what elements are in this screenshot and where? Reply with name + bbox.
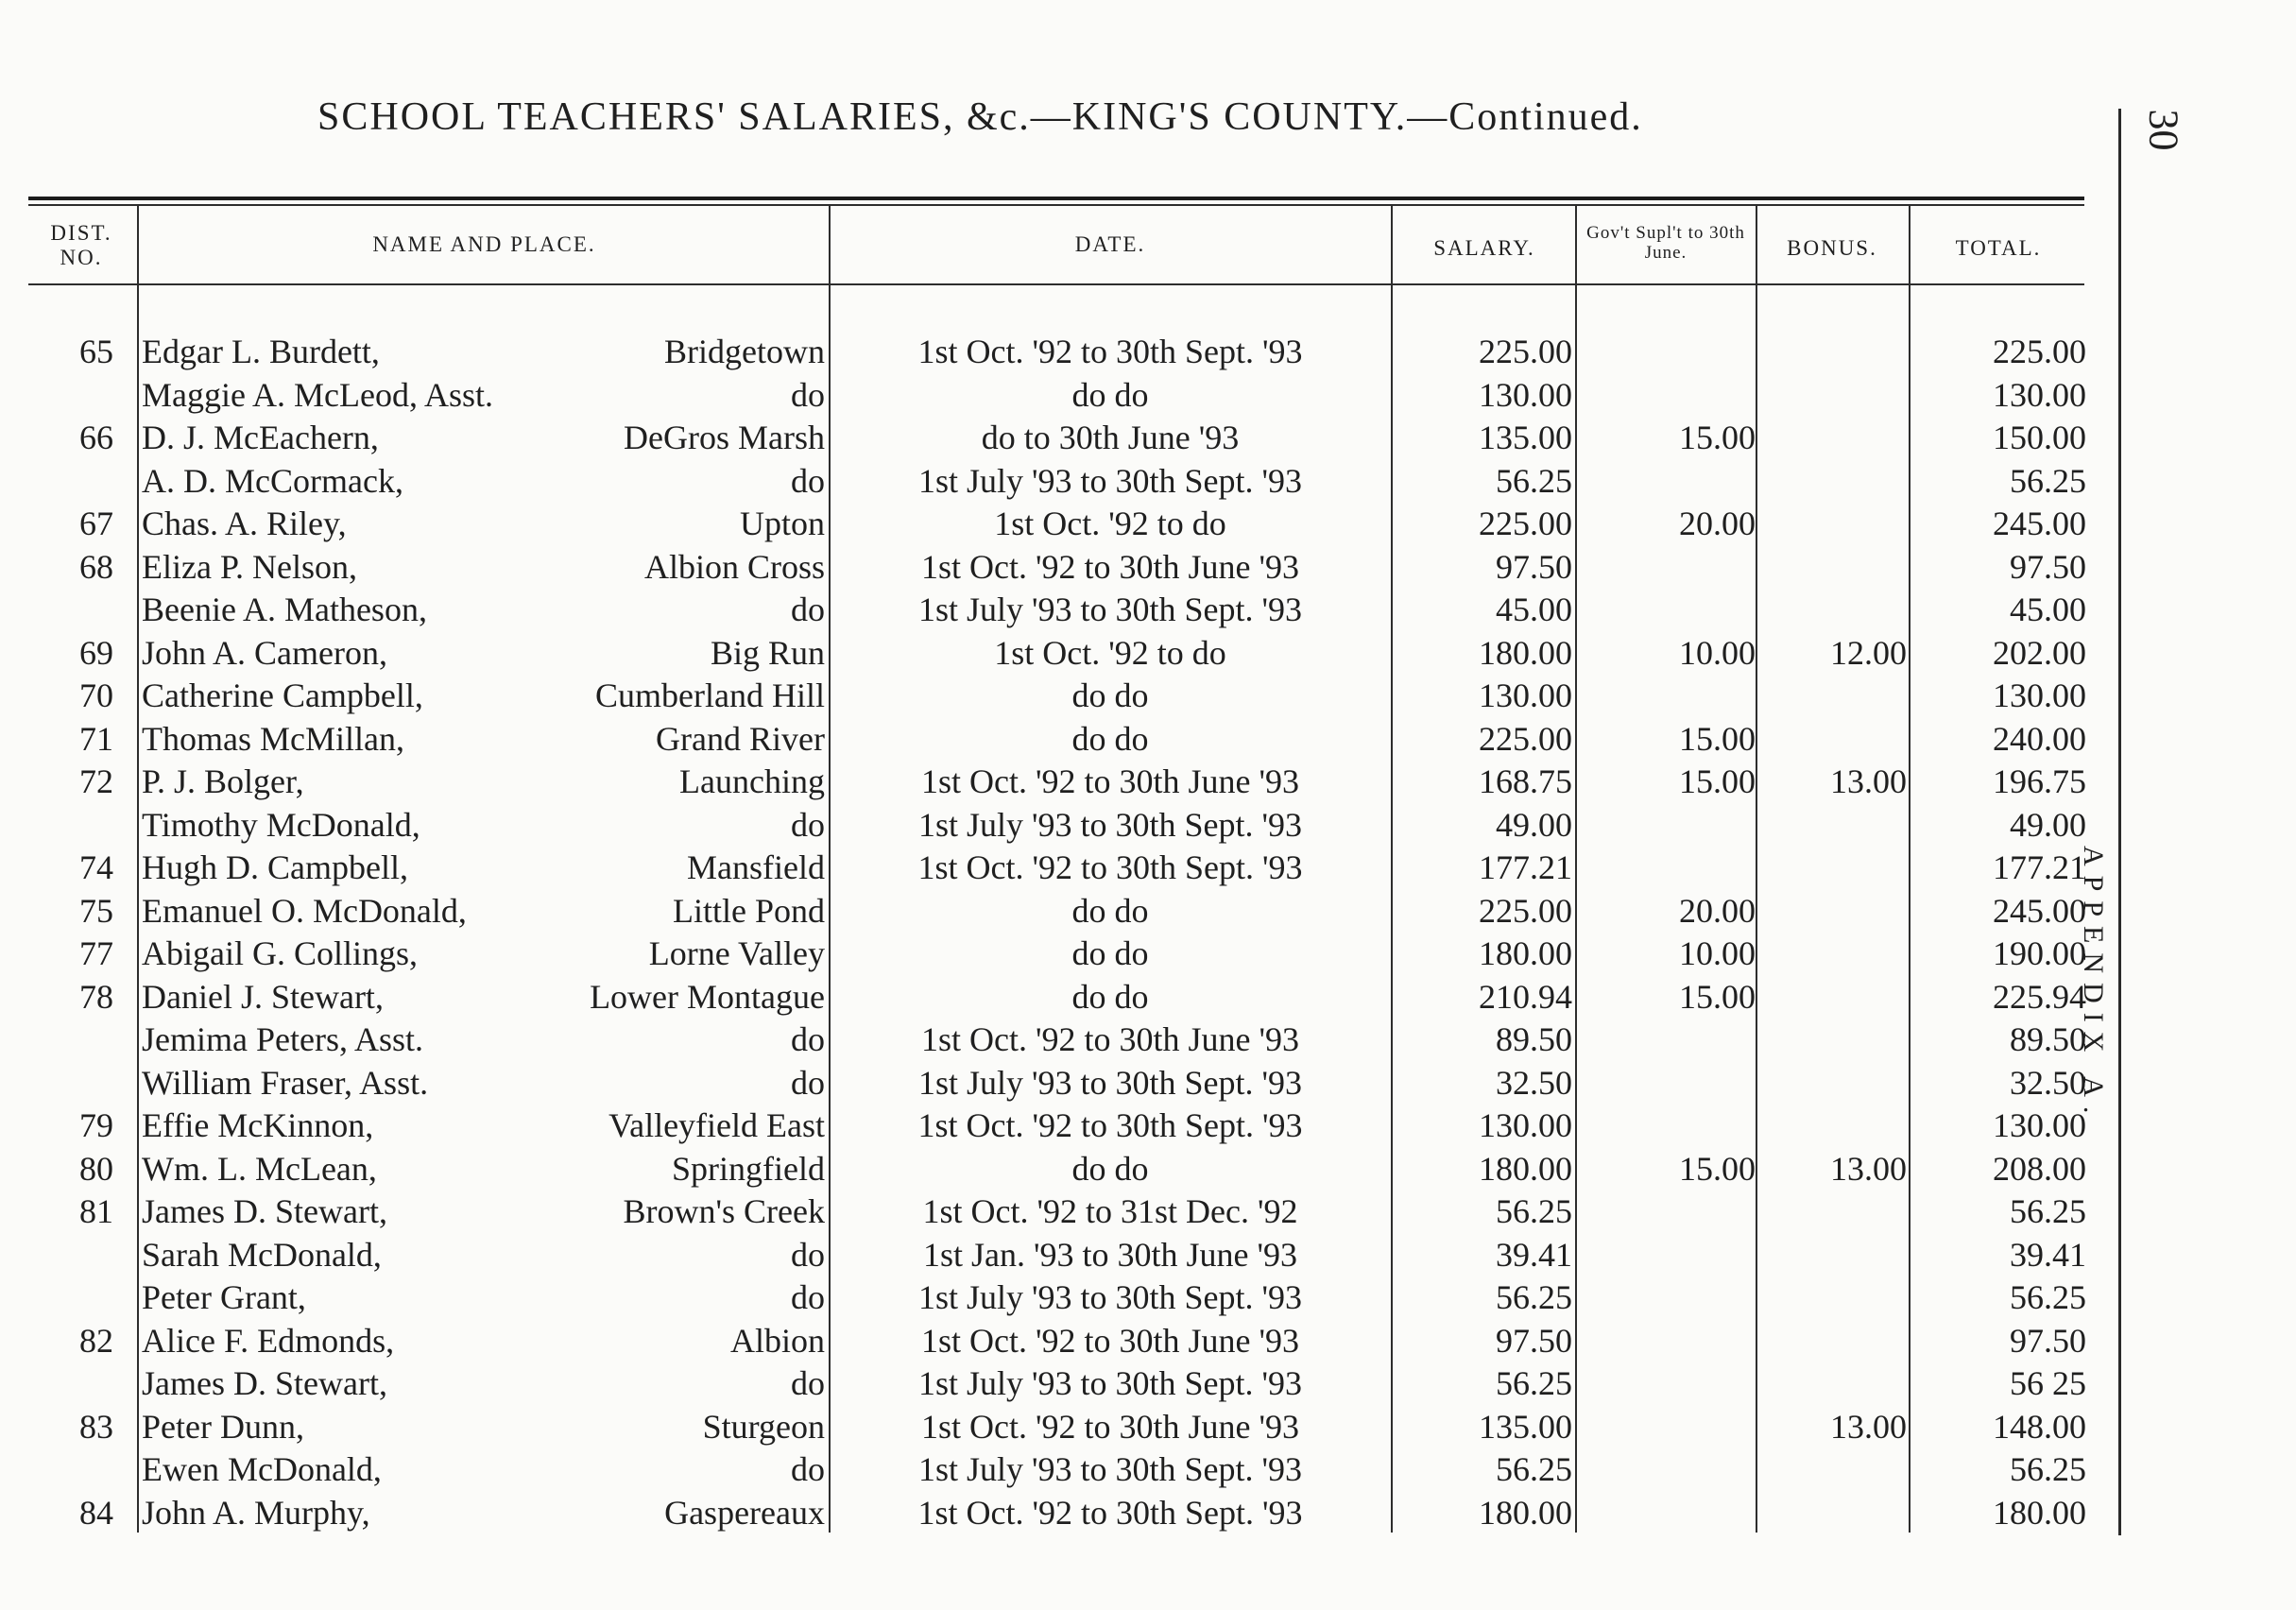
teacher-name: A. D. McCormack,: [142, 461, 403, 500]
gov-supplement: 15.00: [1679, 719, 1756, 758]
date-range: 1st Oct. '92 to 30th Sept. '93: [917, 1493, 1303, 1532]
district-number: 83: [79, 1407, 113, 1446]
teacher-name: Catherine Campbell,: [142, 677, 423, 714]
district-number: 78: [79, 977, 113, 1016]
table-row: [0, 1148, 2296, 1190]
teacher-name: John A. Cameron,: [142, 633, 387, 672]
teacher-name: Thomas McMillan,: [142, 719, 404, 758]
date-range: 1st July '93 to 30th Sept. '93: [917, 1450, 1302, 1488]
total-amount: 32.50: [2010, 1063, 2086, 1102]
header-date: DATE.: [1074, 232, 1146, 256]
teacher-name: Maggie A. McLeod, Asst.: [142, 375, 493, 414]
teacher-name: Timothy McDonald,: [142, 805, 420, 844]
total-amount: 56 25: [2010, 1364, 2086, 1402]
header-bonus: BONUS.: [1787, 236, 1877, 260]
date-range: do do: [1071, 977, 1149, 1016]
teacher-name: D. J. McEachern,: [142, 419, 379, 456]
date-range: 1st July '93 to 30th Sept. '93: [917, 461, 1302, 500]
total-amount: 196.75: [1993, 762, 2086, 800]
table-row: [0, 890, 2296, 933]
table-row: [0, 417, 2296, 459]
salary-amount: 97.50: [1496, 1321, 1572, 1360]
table-row: [0, 589, 2296, 631]
gov-supplement: 10.00: [1679, 934, 1756, 972]
table-row: [0, 546, 2296, 589]
teacher-name: Alice F. Edmonds,: [142, 1321, 395, 1360]
total-amount: 180.00: [1993, 1493, 2086, 1532]
salary-amount: 135.00: [1479, 419, 1572, 456]
place-name: do: [791, 1364, 825, 1402]
date-range: 1st Oct. '92 to 30th Sept. '93: [917, 333, 1303, 370]
salary-amount: 180.00: [1479, 934, 1572, 972]
table-row: [0, 976, 2296, 1019]
place-name: Upton: [740, 505, 825, 542]
header-total: TOTAL.: [1955, 236, 2042, 260]
date-range: 1st Oct. '92 to 30th Sept. '93: [917, 848, 1303, 886]
salary-amount: 225.00: [1479, 891, 1572, 930]
district-number: 84: [79, 1493, 113, 1532]
teacher-name: Abigail G. Collings,: [142, 934, 419, 972]
total-amount: 150.00: [1993, 419, 2086, 456]
date-range: 1st July '93 to 30th Sept. '93: [917, 805, 1302, 844]
salary-amount: 180.00: [1479, 633, 1572, 672]
date-range: 1st Oct. '92 to 30th June '93: [921, 1020, 1299, 1058]
date-range: 1st Oct. '92 to do: [994, 633, 1226, 672]
teacher-name: James D. Stewart,: [142, 1192, 387, 1230]
salary-amount: 225.00: [1479, 719, 1572, 758]
table-row: [0, 460, 2296, 503]
teacher-name: Emanuel O. McDonald,: [142, 891, 467, 930]
date-range: do do: [1071, 891, 1149, 930]
teacher-name: Peter Grant,: [142, 1278, 306, 1316]
place-name: do: [791, 461, 825, 500]
teacher-name: Peter Dunn,: [142, 1407, 304, 1446]
salary-amount: 180.00: [1479, 1493, 1572, 1532]
place-name: Springfield: [672, 1149, 825, 1188]
table-row: [0, 632, 2296, 675]
salary-amount: 130.00: [1479, 677, 1572, 714]
header-top-rule: [28, 197, 2084, 200]
table-row: [0, 503, 2296, 545]
place-name: Grand River: [656, 719, 825, 758]
bonus-amount: 13.00: [1830, 1407, 1907, 1446]
teacher-name: Edgar L. Burdett,: [142, 333, 380, 370]
bonus-amount: 13.00: [1830, 762, 1907, 800]
teacher-name: Hugh D. Campbell,: [142, 848, 408, 886]
date-range: do do: [1071, 375, 1149, 414]
header-top-rule-thin: [28, 204, 2084, 206]
table-row: [0, 1362, 2296, 1405]
district-number: 66: [79, 419, 113, 456]
gov-supplement: 20.00: [1679, 891, 1756, 930]
table-row: [0, 331, 2296, 373]
table-row: [0, 1234, 2296, 1276]
total-amount: 240.00: [1993, 719, 2086, 758]
total-amount: 148.00: [1993, 1407, 2086, 1446]
teacher-name: Chas. A. Riley,: [142, 505, 347, 542]
salary-amount: 89.50: [1496, 1020, 1572, 1058]
total-amount: 130.00: [1993, 677, 2086, 714]
table-row: [0, 675, 2296, 717]
district-number: 82: [79, 1321, 113, 1360]
place-name: Bridgetown: [664, 333, 825, 370]
gov-supplement: 15.00: [1679, 1149, 1756, 1188]
bonus-amount: 12.00: [1830, 633, 1907, 672]
total-amount: 245.00: [1993, 505, 2086, 542]
table-row: [0, 1019, 2296, 1061]
total-amount: 225.00: [1993, 333, 2086, 370]
gov-supplement: 15.00: [1679, 762, 1756, 800]
salary-amount: 177.21: [1479, 848, 1572, 886]
date-range: 1st Oct. '92 to 30th June '93: [921, 762, 1299, 800]
total-amount: 245.00: [1993, 891, 2086, 930]
table-row: [0, 1190, 2296, 1233]
place-name: do: [791, 1063, 825, 1102]
table-row: [0, 718, 2296, 761]
place-name: do: [791, 591, 825, 628]
table-row: [0, 1276, 2296, 1319]
salary-amount: 32.50: [1496, 1063, 1572, 1102]
total-amount: 89.50: [2010, 1020, 2086, 1058]
salary-amount: 210.94: [1479, 977, 1572, 1016]
salary-amount: 225.00: [1479, 333, 1572, 370]
date-range: 1st Oct. '92 to 31st Dec. '92: [922, 1192, 1298, 1230]
district-number: 77: [79, 934, 113, 972]
place-name: do: [791, 375, 825, 414]
total-amount: 97.50: [2010, 547, 2086, 586]
bonus-amount: 13.00: [1830, 1149, 1907, 1188]
date-range: 1st Jan. '93 to 30th June '93: [923, 1235, 1297, 1274]
salary-amount: 39.41: [1496, 1235, 1572, 1274]
header-bottom-rule: [28, 283, 2084, 285]
place-name: do: [791, 805, 825, 844]
table-row: [0, 933, 2296, 975]
date-range: 1st July '93 to 30th Sept. '93: [917, 1278, 1302, 1316]
table-row: [0, 1406, 2296, 1448]
header-salary: SALARY.: [1433, 236, 1535, 260]
total-amount: 56.25: [2010, 1192, 2086, 1230]
total-amount: 56.25: [2010, 1278, 2086, 1316]
district-number: 75: [79, 891, 113, 930]
place-name: Lorne Valley: [648, 934, 825, 972]
table-row: [0, 1062, 2296, 1105]
table-row: [0, 1492, 2296, 1534]
salary-amount: 168.75: [1479, 762, 1572, 800]
district-number: 81: [79, 1192, 113, 1230]
header-dist-no: DIST. NO.: [50, 221, 112, 269]
salary-amount: 56.25: [1496, 1450, 1572, 1488]
place-name: Valleyfield East: [608, 1106, 825, 1144]
district-number: 70: [79, 677, 113, 714]
salary-amount: 45.00: [1496, 591, 1572, 628]
salary-amount: 49.00: [1496, 805, 1572, 844]
salary-amount: 225.00: [1479, 505, 1572, 542]
place-name: do: [791, 1020, 825, 1058]
date-range: 1st July '93 to 30th Sept. '93: [917, 1364, 1302, 1402]
district-number: 68: [79, 547, 113, 586]
date-range: do do: [1071, 719, 1149, 758]
table-row: [0, 761, 2296, 803]
teacher-name: Eliza P. Nelson,: [142, 547, 357, 586]
gov-supplement: 15.00: [1679, 977, 1756, 1016]
salary-amount: 97.50: [1496, 547, 1572, 586]
salary-amount: 130.00: [1479, 1106, 1572, 1144]
salary-amount: 56.25: [1496, 1364, 1572, 1402]
district-number: 72: [79, 762, 113, 800]
total-amount: 130.00: [1993, 375, 2086, 414]
salary-amount: 135.00: [1479, 1407, 1572, 1446]
teacher-name: Jemima Peters, Asst.: [142, 1020, 423, 1058]
table-row: [0, 1448, 2296, 1491]
place-name: Albion Cross: [643, 547, 825, 586]
place-name: Mansfield: [687, 848, 825, 886]
gov-supplement: 20.00: [1679, 505, 1756, 542]
teacher-name: Effie McKinnon,: [142, 1106, 374, 1144]
page-title: SCHOOL TEACHERS' SALARIES, &c.—KING'S COUNTY.—Continued.: [317, 95, 1643, 139]
date-range: 1st July '93 to 30th Sept. '93: [917, 591, 1302, 628]
place-name: Gaspereaux: [664, 1493, 825, 1532]
teacher-name: Beenie A. Matheson,: [142, 591, 427, 628]
gov-supplement: 10.00: [1679, 633, 1756, 672]
teacher-name: John A. Murphy,: [142, 1493, 370, 1532]
total-amount: 56.25: [2010, 461, 2086, 500]
gov-supplement: 15.00: [1679, 419, 1756, 456]
place-name: Big Run: [710, 633, 825, 672]
district-number: 80: [79, 1149, 113, 1188]
date-range: do do: [1071, 677, 1149, 714]
total-amount: 190.00: [1993, 934, 2086, 972]
table-row: [0, 1320, 2296, 1362]
district-number: 67: [79, 505, 113, 542]
district-number: 79: [79, 1106, 113, 1144]
salary-amount: 56.25: [1496, 1278, 1572, 1316]
place-name: Sturgeon: [702, 1407, 825, 1446]
date-range: 1st Oct. '92 to 30th Sept. '93: [917, 1106, 1303, 1144]
total-amount: 208.00: [1993, 1149, 2086, 1188]
header-name-place: NAME AND PLACE.: [372, 232, 596, 256]
date-range: 1st Oct. '92 to 30th June '93: [921, 547, 1299, 586]
total-amount: 97.50: [2010, 1321, 2086, 1360]
total-amount: 225.94: [1993, 977, 2086, 1016]
page-number: 30: [2140, 109, 2187, 151]
district-number: 69: [79, 633, 113, 672]
place-name: Little Pond: [673, 891, 825, 930]
teacher-name: Wm. L. McLean,: [142, 1149, 377, 1188]
date-range: do to 30th June '93: [981, 419, 1240, 456]
salary-amount: 180.00: [1479, 1149, 1572, 1188]
place-name: do: [791, 1278, 825, 1316]
total-amount: 45.00: [2010, 591, 2086, 628]
table-row: [0, 374, 2296, 417]
total-amount: 202.00: [1993, 633, 2086, 672]
table-row: [0, 847, 2296, 889]
district-number: 65: [79, 333, 113, 370]
place-name: Lower Montague: [590, 977, 825, 1016]
date-range: 1st Oct. '92 to 30th June '93: [921, 1321, 1299, 1360]
total-amount: 49.00: [2010, 805, 2086, 844]
salary-amount: 56.25: [1496, 1192, 1572, 1230]
appendix-label: APPENDIX A.: [2078, 846, 2109, 1123]
teacher-name: William Fraser, Asst.: [142, 1063, 429, 1102]
date-range: 1st Oct. '92 to 30th June '93: [921, 1407, 1299, 1446]
total-amount: 177.21: [1993, 848, 2086, 886]
place-name: Cumberland Hill: [595, 677, 825, 714]
place-name: Brown's Creek: [623, 1192, 825, 1230]
district-number: 74: [79, 848, 113, 886]
place-name: do: [791, 1235, 825, 1274]
date-range: do do: [1071, 934, 1149, 972]
teacher-name: Sarah McDonald,: [142, 1235, 382, 1274]
table-row: [0, 804, 2296, 847]
salary-amount: 56.25: [1496, 461, 1572, 500]
date-range: 1st July '93 to 30th Sept. '93: [917, 1063, 1302, 1102]
place-name: do: [791, 1450, 825, 1488]
teacher-name: P. J. Bolger,: [142, 762, 304, 800]
total-amount: 56.25: [2010, 1450, 2086, 1488]
teacher-name: Ewen McDonald,: [142, 1450, 382, 1488]
place-name: DeGros Marsh: [624, 419, 825, 456]
total-amount: 130.00: [1993, 1106, 2086, 1144]
teacher-name: Daniel J. Stewart,: [142, 977, 384, 1016]
teacher-name: James D. Stewart,: [142, 1364, 387, 1402]
district-number: 71: [79, 719, 113, 758]
place-name: Launching: [679, 762, 825, 800]
header-gov-supt: Gov't Supl't to 30th June.: [1586, 223, 1745, 263]
table-row: [0, 1105, 2296, 1147]
date-range: do do: [1071, 1149, 1149, 1188]
salary-amount: 130.00: [1479, 375, 1572, 414]
total-amount: 39.41: [2010, 1235, 2086, 1274]
place-name: Albion: [729, 1321, 825, 1360]
date-range: 1st Oct. '92 to do: [994, 505, 1226, 542]
